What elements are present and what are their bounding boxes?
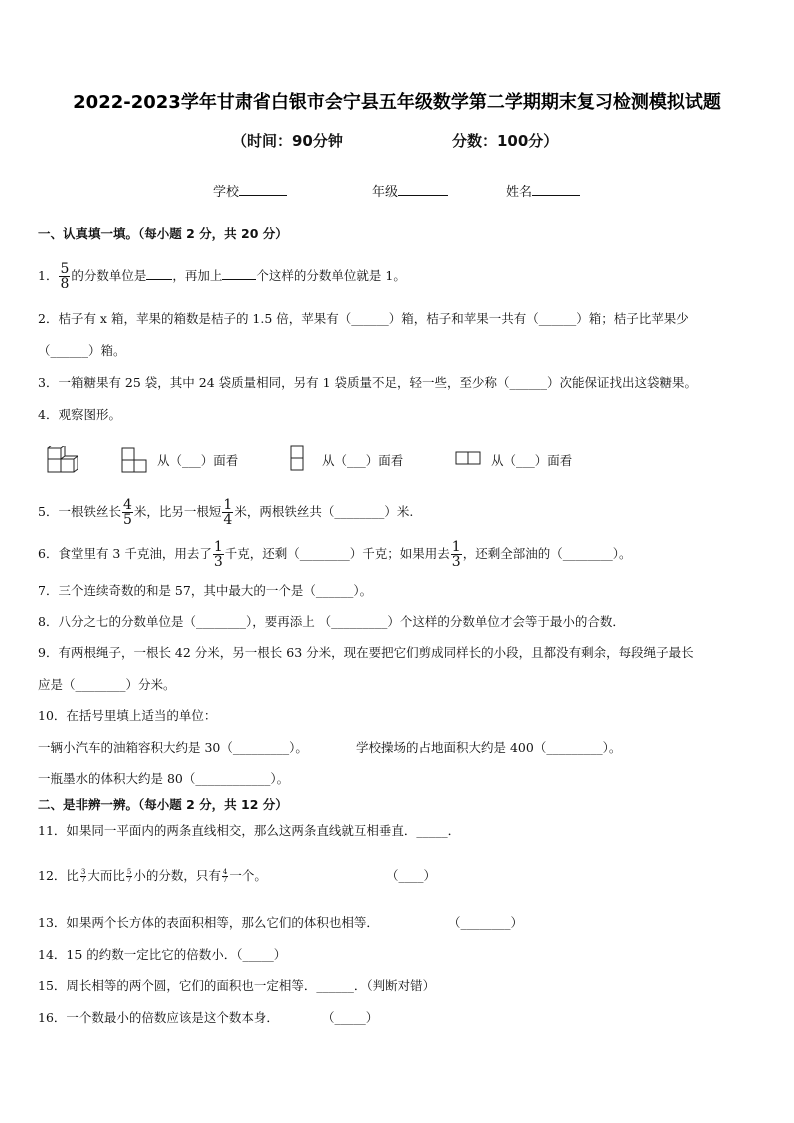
school-field[interactable] <box>213 181 287 200</box>
question-6: 6．食堂里有 3 千克油，用去了 $\frac{1}{3}$ 千克，还剩（________）千克；如果用去 $\frac{1}{3}$ ，还剩全部油的（________）。 <box>38 539 632 570</box>
question-10-intro: 10．在括号里填上适当的单位： <box>38 708 217 723</box>
question-16: 16．一个数最小的倍数应该是这个数本身． <box>38 1010 279 1025</box>
question-4: 4．观察图形。 <box>38 407 121 422</box>
q12-answer-blank[interactable]: （____） <box>386 868 437 883</box>
q1-blank-2[interactable] <box>222 267 256 280</box>
name-field[interactable] <box>506 181 580 200</box>
question-13: 13．如果两个长方体的表面积相等，那么它们的体积也相等． <box>38 915 379 930</box>
grade-field[interactable] <box>372 181 448 200</box>
q5-fraction-2: $\frac{1}{4}$ <box>223 497 233 528</box>
question-3: 3．一箱糖果有 25 袋，其中 24 袋质量相同，另有 1 袋质量不足，轻一些，至少称（______）次能保证找出这袋糖果。 <box>38 375 698 390</box>
q1-number: 1． <box>38 268 59 283</box>
q4-view-2-label: 从（___）面看 <box>322 453 404 468</box>
exam-score: 分数：100分） <box>452 132 559 150</box>
question-10-c: 一瓶墨水的体积大约是 80（____________）。 <box>38 771 290 786</box>
q1-blank-1[interactable] <box>146 267 172 280</box>
q6-fraction-1: $\frac{1}{3}$ <box>213 539 223 570</box>
question-1: 1． $\frac{5}{8}$ 的分数单位是 ，再加上 个这样的分数单位就是 1。 <box>38 261 406 292</box>
question-14: 14．15 的约数一定比它的倍数小．（_____） <box>38 947 287 962</box>
top-view-figure <box>455 451 485 467</box>
question-9-line-1: 9．有两根绳子，一根长 42 分米，另一根长 63 分米，现在要把它们剪成同样长的小段，且都没有剩余，每段绳子最长 <box>38 645 694 660</box>
section-1-heading: 一、认真填一填。（每小题 2 分，共 20 分） <box>38 226 288 241</box>
q13-answer-blank[interactable]: （________） <box>448 915 524 930</box>
question-10-b: 学校操场的占地面积大约是 400（_________）。 <box>356 740 622 755</box>
q1-fraction: $\frac{5}{8}$ <box>60 261 70 292</box>
q12-fraction-3: $\frac{4}{7}$ <box>222 868 228 884</box>
question-2-line-2: （______）箱。 <box>38 343 126 358</box>
q6-fraction-2: $\frac{1}{3}$ <box>451 539 461 570</box>
q5-fraction-1: $\frac{4}{5}$ <box>122 497 132 528</box>
school-blank[interactable] <box>239 183 287 196</box>
school-label: 学校 <box>213 185 240 200</box>
exam-time: （时间：90分钟 <box>232 132 343 150</box>
grade-label: 年级 <box>372 185 399 200</box>
name-blank[interactable] <box>532 183 580 196</box>
section-2-heading: 二、是非辨一辨。（每小题 2 分，共 12 分） <box>38 797 288 812</box>
page-title: 2022-2023学年甘肃省白银市会宁县五年级数学第二学期期末复习检测模拟试题 <box>73 92 721 113</box>
question-10-a: 一辆小汽车的油箱容积大约是 30（_________）。 <box>38 740 308 755</box>
question-15: 15．周长相等的两个圆，它们的面积也一定相等．______．（判断对错） <box>38 978 436 993</box>
q16-answer-blank[interactable]: （_____） <box>322 1010 379 1025</box>
q12-fraction-1: $\frac{3}{7}$ <box>80 868 86 884</box>
question-7: 7．三个连续奇数的和是 57，其中最大的一个是（______）。 <box>38 583 373 598</box>
grade-blank[interactable] <box>398 183 448 196</box>
cube-stack-figure <box>46 446 78 476</box>
q4-view-3-label: 从（___）面看 <box>491 453 573 468</box>
question-5: 5．一根铁丝长 $\frac{4}{5}$ 米，比另一根短 $\frac{1}{4}$ 米，两根铁丝共（________）米. <box>38 497 414 528</box>
question-2-line-1: 2．桔子有 x 箱，苹果的箱数是桔子的 1.5 倍，苹果有（______）箱，桔子和苹果一共有（______）箱；桔子比苹果少 <box>38 311 689 326</box>
q12-fraction-2: $\frac{5}{7}$ <box>126 868 132 884</box>
name-label: 姓名 <box>506 185 533 200</box>
q4-view-1-label: 从（___）面看 <box>157 453 239 468</box>
question-12: 12．比 $\frac{3}{7}$ 大而比 $\frac{5}{7}$ 小的分数，只有 $\frac{4}{7}$ 一个。 <box>38 868 267 884</box>
front-view-figure <box>121 447 149 473</box>
question-11: 11．如果同一平面内的两条直线相交，那么这两条直线就互相垂直．_____． <box>38 823 461 838</box>
side-view-figure <box>290 445 306 473</box>
question-8: 8．八分之七的分数单位是（________），要再添上 （_________）个这样的分数单位才会等于最小的合数． <box>38 614 625 629</box>
question-9-line-2: 应是（________）分米。 <box>38 677 176 692</box>
